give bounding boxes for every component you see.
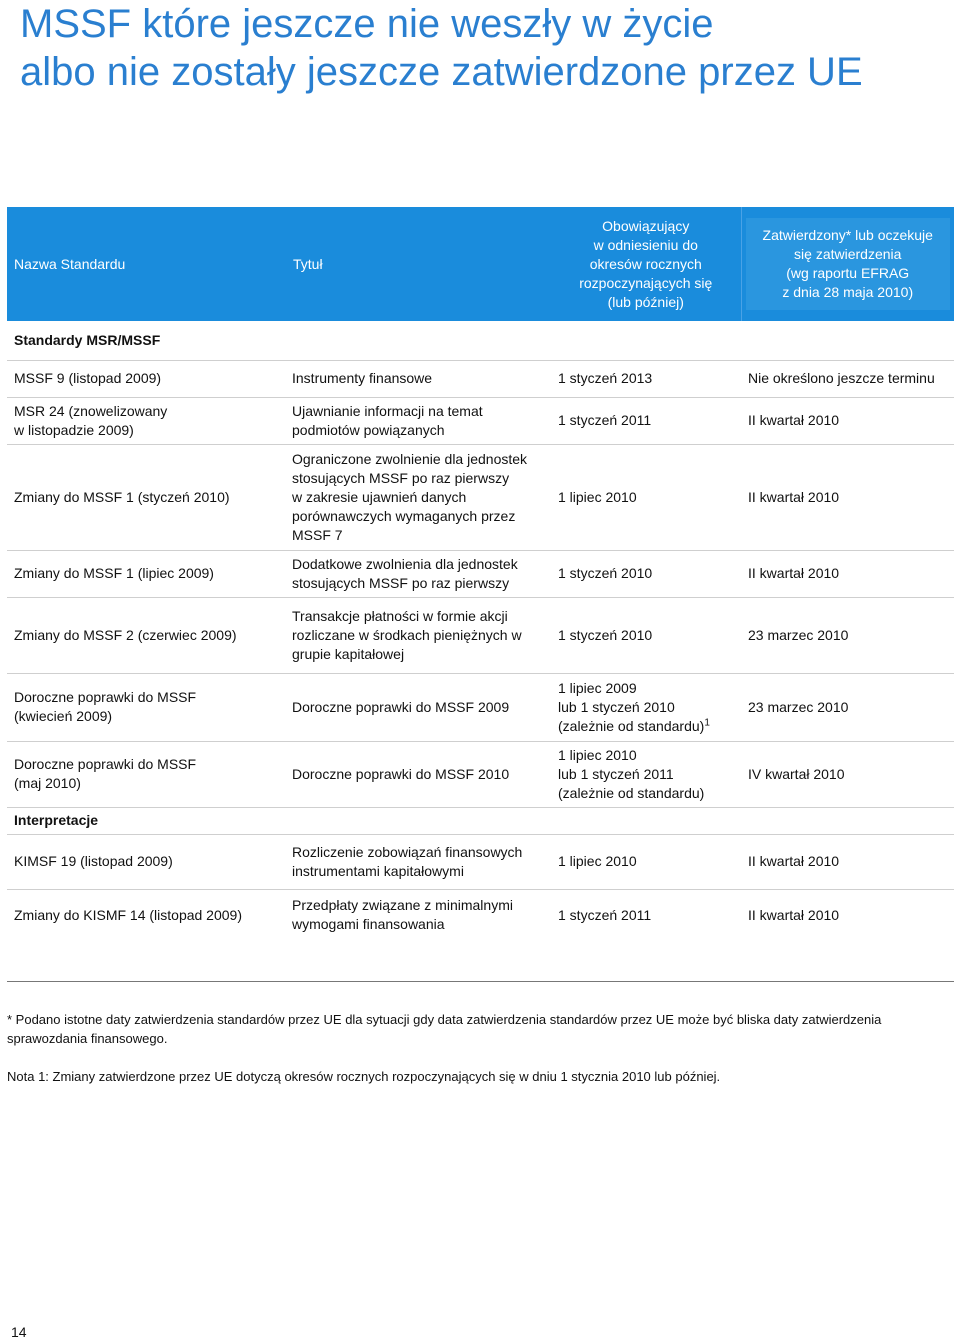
- cell-title: Dodatkowe zwolnienia dla jednostek stosujących MSSF po raz pierwszy: [285, 550, 551, 597]
- page-title: [20, 0, 950, 96]
- table-row: [7, 360, 954, 397]
- cell-approved: 23 marzec 2010: [741, 597, 954, 673]
- section-label: Standardy MSR/MSSF: [7, 321, 954, 360]
- cell-approved: 23 marzec 2010: [741, 673, 954, 741]
- cell-standard-name: Doroczne poprawki do MSSF (kwiecień 2009): [7, 673, 285, 741]
- cell-approved: II kwartał 2010: [741, 834, 954, 889]
- standards-table: [7, 207, 954, 941]
- footnote-ref: 1: [704, 716, 710, 728]
- cell-effective: 1 styczeń 2011: [558, 906, 652, 923]
- cell-title: Przedpłaty związane z minimalnymi wymogami finansowania: [292, 897, 513, 933]
- cell-title: Instrumenty finansowe: [285, 360, 551, 397]
- table-row: [7, 597, 954, 673]
- cell-approved: II kwartał 2010: [748, 906, 840, 923]
- header-title: Tytuł: [285, 207, 551, 321]
- table-row: [7, 741, 954, 807]
- footnote-divider: [7, 981, 954, 982]
- cell-title: Transakcje płatności w formie akcji rozliczane w środkach pieniężnych w grupie kapitałowej: [285, 597, 551, 673]
- cell-effective-wrap: [551, 673, 741, 741]
- cell-effective: 1 styczeń 2010: [551, 550, 741, 597]
- page-number: 14: [11, 1324, 27, 1340]
- cell-title: Rozliczenie zobowiązań finansowych instrumentami kapitałowymi: [285, 834, 551, 889]
- table-header-row: [7, 207, 954, 321]
- cell-title: Doroczne poprawki do MSSF 2010: [285, 741, 551, 807]
- cell-title: Ujawnianie informacji na temat podmiotów powiązanych: [285, 397, 551, 444]
- cell-approved: II kwartał 2010: [741, 444, 954, 550]
- footnote-approval: * Podano istotne daty zatwierdzenia standardów przez UE dla sytuacji gdy data zatwierdzenia standardów przez UE może być bliska daty zatwierdzenia sprawozdania finansowego.: [7, 1012, 882, 1046]
- cell-approved: II kwartał 2010: [741, 397, 954, 444]
- cell-standard-name: MSSF 9 (listopad 2009): [7, 360, 285, 397]
- cell-effective: 1 lipiec 2010 lub 1 styczeń 2011 (zależnie od standardu): [551, 741, 741, 807]
- footnote-note-1: Nota 1: Zmiany zatwierdzone przez UE dotyczą okresów rocznych rozpoczynających się w dniu 1 stycznia 2010 lub później.: [7, 1069, 721, 1084]
- table-row: [7, 397, 954, 444]
- cell-effective: 1 styczeń 2010: [551, 597, 741, 673]
- cell-standard-name: Zmiany do MSSF 1 (styczeń 2010): [7, 444, 285, 550]
- cell-standard-name: KIMSF 19 (listopad 2009): [7, 834, 285, 889]
- section-row: [7, 321, 954, 360]
- section-row: [7, 807, 954, 834]
- cell-approved: II kwartał 2010: [741, 550, 954, 597]
- table-row: [7, 550, 954, 597]
- cell-effective: 1 lipiec 2010: [551, 444, 741, 550]
- cell-standard-name: Zmiany do MSSF 2 (czerwiec 2009): [7, 597, 285, 673]
- page-title-line-2: albo nie zostały jeszcze zatwierdzone przez UE: [20, 50, 863, 94]
- table-row: [7, 444, 954, 550]
- header-standard-name: Nazwa Standardu: [7, 207, 285, 321]
- cell-effective: 1 styczeń 2013: [551, 360, 741, 397]
- section-label: Interpretacje: [7, 807, 954, 834]
- table-row: [7, 889, 954, 941]
- cell-approved: IV kwartał 2010: [741, 741, 954, 807]
- cell-effective: 1 styczeń 2011: [551, 397, 741, 444]
- cell-effective: 1 lipiec 2010: [551, 834, 741, 889]
- header-approved-cell: [741, 207, 954, 321]
- table-row: [7, 673, 954, 741]
- cell-standard-name: Zmiany do KISMF 14 (listopad 2009): [14, 906, 242, 923]
- table-row: [7, 834, 954, 889]
- cell-standard-name: MSR 24 (znowelizowany w listopadzie 2009): [7, 397, 285, 444]
- cell-title: Ograniczone zwolnienie dla jednostek stosujących MSSF po raz pierwszy w zakresie ujawnień danych porównawczych wymaganych przez MSSF 7: [285, 444, 551, 550]
- header-approved: Zatwierdzony* lub oczekuje się zatwierdzenia (wg raportu EFRAG z dnia 28 maja 2010): [746, 218, 951, 310]
- cell-standard-name: Doroczne poprawki do MSSF (maj 2010): [7, 741, 285, 807]
- cell-effective: 1 lipiec 2009 lub 1 styczeń 2010 (zależnie od standardu): [558, 679, 705, 734]
- page-title-line-1: MSSF które jeszcze nie weszły w życie: [20, 2, 714, 46]
- cell-title: Doroczne poprawki do MSSF 2009: [285, 673, 551, 741]
- cell-standard-name: Zmiany do MSSF 1 (lipiec 2009): [7, 550, 285, 597]
- cell-approved: Nie określono jeszcze terminu: [741, 360, 954, 397]
- header-effective: Obowiązujący w odniesieniu do okresów rocznych rozpoczynających się (lub później): [551, 207, 741, 321]
